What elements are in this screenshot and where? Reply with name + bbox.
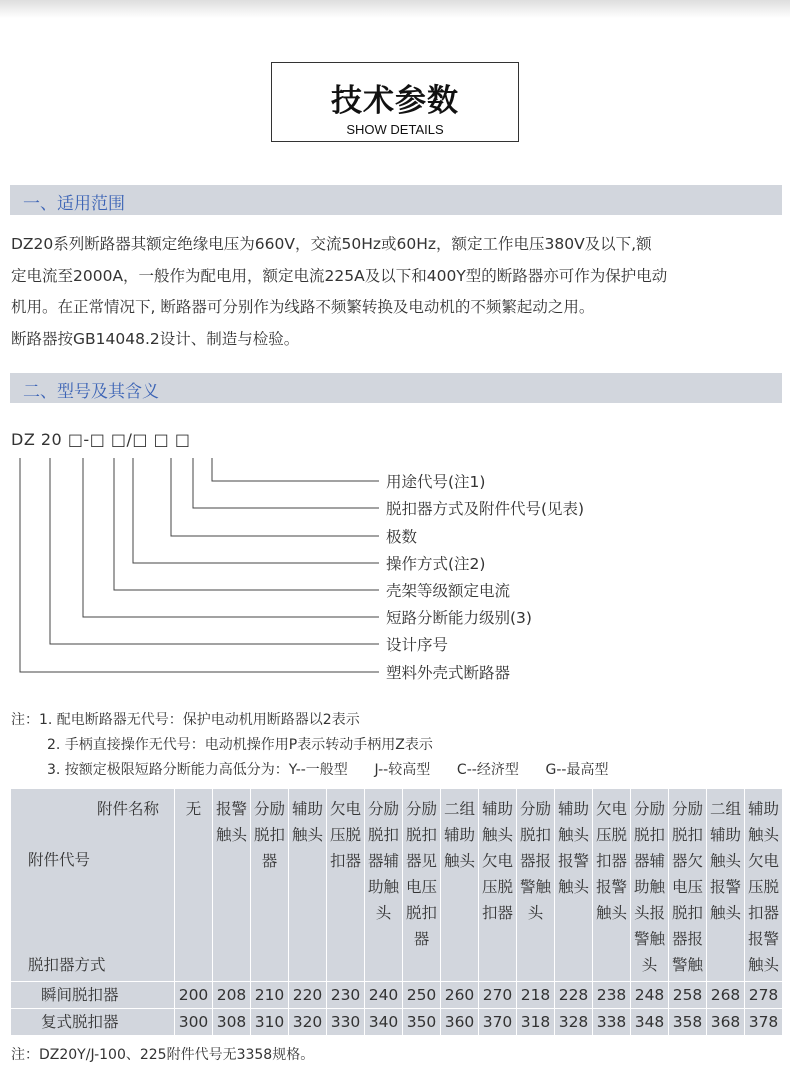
label-operation-mode: 操作方式(注2)	[386, 555, 486, 573]
column-header: 分励脱扣器辅助触头	[365, 789, 403, 982]
table-cell: 250	[403, 982, 441, 1009]
label-design-number: 设计序号	[386, 636, 449, 654]
table-cell: 308	[213, 1009, 251, 1036]
table-cell: 328	[555, 1009, 593, 1036]
scope-line: 断路器按GB14048.2设计、制造与检验。	[11, 329, 300, 348]
table-cell: 208	[213, 982, 251, 1009]
table-cell: 228	[555, 982, 593, 1009]
table-cell: 330	[327, 1009, 365, 1036]
label-frame-current: 壳架等级额定电流	[386, 582, 511, 600]
title-box	[271, 62, 519, 142]
column-header: 辅助触头报警触头	[555, 789, 593, 982]
column-header: 分励脱扣器见电压脱扣器	[403, 789, 441, 982]
table-cell: 378	[745, 1009, 783, 1036]
table-cell: 360	[441, 1009, 479, 1036]
column-header: 分励脱扣器	[251, 789, 289, 982]
row-label: 复式脱扣器	[11, 1009, 175, 1036]
table-cell: 300	[175, 1009, 213, 1036]
note-3: 3. 按额定极限短路分断能力高低分为：Y--一般型 J--较高型 C--经济型 G--最高型	[47, 762, 609, 778]
label-release-attachment-code: 脱扣器方式及附件代号(见表)	[386, 500, 585, 518]
table-cell: 230	[327, 982, 365, 1009]
column-header: 分励脱扣器辅助触头报警触头	[631, 789, 669, 982]
table-cell: 368	[707, 1009, 745, 1036]
column-header: 二组辅助触头报警触头	[707, 789, 745, 982]
table-cell: 220	[289, 982, 327, 1009]
table-cell: 358	[669, 1009, 707, 1036]
column-header: 辅助触头	[289, 789, 327, 982]
scope-line: DZ20系列断路器其额定绝缘电压为660V，交流50Hz或60Hz，额定工作电压380V及以下,额	[11, 235, 652, 253]
section-heading-scope	[10, 185, 782, 215]
table-cell: 340	[365, 1009, 403, 1036]
page-title: 技术参数	[331, 83, 459, 119]
label-usage-code: 用途代号(注1)	[386, 473, 486, 491]
section-heading-model	[10, 373, 782, 403]
head-attachment-name: 附件名称	[97, 800, 160, 818]
label-breaking-capacity: 短路分断能力级别(3)	[386, 609, 532, 627]
head-release-mode: 脱扣器方式	[28, 956, 106, 974]
footnote: 注：DZ20Y/J-100、225附件代号无3358规格。	[11, 1047, 315, 1063]
table-cell: 278	[745, 982, 783, 1009]
table-cell: 338	[593, 1009, 631, 1036]
table-cell: 268	[707, 982, 745, 1009]
scope-line: 机用。在正常情况下, 断路器可分别作为线路不频繁转换及电动机的不频繁起动之用。	[11, 298, 595, 316]
table-cell: 218	[517, 982, 555, 1009]
table-cell: 260	[441, 982, 479, 1009]
column-header: 欠电压脱扣器	[327, 789, 365, 982]
table-cell: 270	[479, 982, 517, 1009]
page-subtitle: SHOW DETAILS	[346, 122, 444, 137]
section-heading-text: 一、适用范围	[23, 194, 125, 214]
table-cell: 210	[251, 982, 289, 1009]
column-header: 分励脱扣器报警触头	[517, 789, 555, 982]
table-cell: 238	[593, 982, 631, 1009]
table-row	[11, 982, 783, 1009]
column-header: 辅助触头欠电压脱扣器报警触头	[745, 789, 783, 982]
column-header: 报警触头	[213, 789, 251, 982]
table-cell: 370	[479, 1009, 517, 1036]
scope-paragraph	[11, 229, 781, 355]
note-2: 2. 手柄直接操作无代号：电动机操作用P表示转动手柄用Z表示	[47, 737, 433, 753]
scope-line: 定电流至2000A，一般作为配电用，额定电流225A及以下和400Y型的断路器亦可作为保护电动	[11, 266, 668, 285]
table-cell: 200	[175, 982, 213, 1009]
table-corner-cell	[11, 789, 175, 982]
attachment-code-table	[10, 788, 783, 1036]
table-cell: 350	[403, 1009, 441, 1036]
table-header-row	[11, 789, 783, 982]
column-header: 辅助触头欠电压脱扣器	[479, 789, 517, 982]
column-header: 无	[175, 789, 213, 982]
column-header: 二组辅助触头	[441, 789, 479, 982]
head-attachment-code: 附件代号	[28, 851, 91, 869]
table-cell: 248	[631, 982, 669, 1009]
top-shadow	[0, 0, 790, 18]
label-breaker-type: 塑料外壳式断路器	[386, 664, 511, 682]
table-cell: 320	[289, 1009, 327, 1036]
row-label: 瞬间脱扣器	[11, 982, 175, 1009]
table-row	[11, 1009, 783, 1036]
note-1: 注：1. 配电断路器无代号：保护电动机用断路器以2表示	[11, 712, 360, 728]
table-cell: 310	[251, 1009, 289, 1036]
column-header: 欠电压脱扣器报警触头	[593, 789, 631, 982]
table-cell: 348	[631, 1009, 669, 1036]
table-cell: 258	[669, 982, 707, 1009]
table-cell: 318	[517, 1009, 555, 1036]
label-poles: 极数	[386, 528, 418, 546]
model-diagram	[0, 450, 790, 690]
table-cell: 240	[365, 982, 403, 1009]
section-heading-text: 二、型号及其含义	[23, 382, 159, 402]
column-header: 分励脱扣器欠电压脱扣器报警触	[669, 789, 707, 982]
model-code: DZ 20 □-□ □/□ □ □	[11, 430, 191, 449]
